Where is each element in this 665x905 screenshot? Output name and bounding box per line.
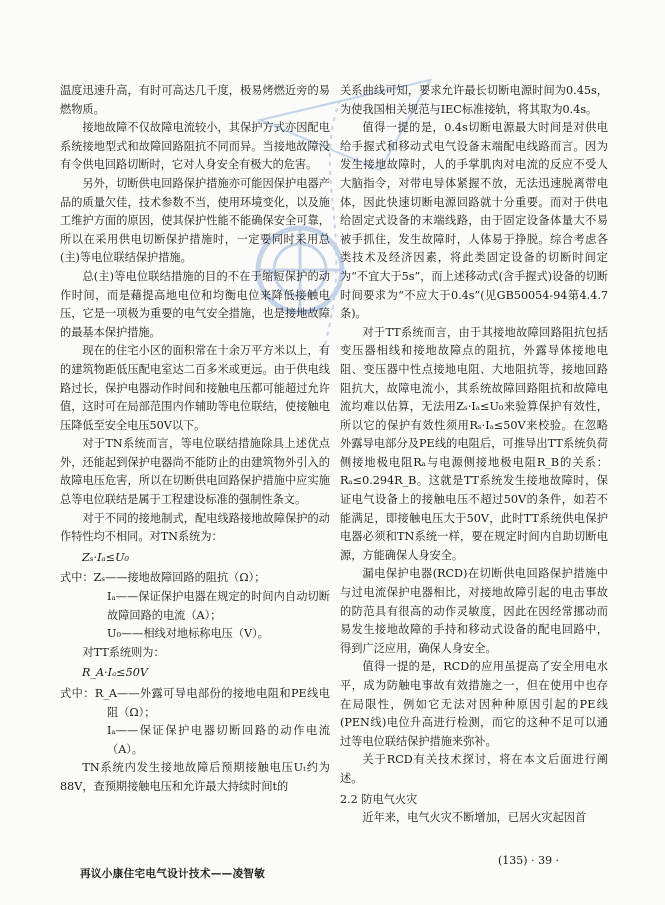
page-number: (135) · 39 ·: [498, 854, 560, 867]
paragraph: 关系曲线可知，要求允许最长切断电源时间为0.45s，为使我国相关规范与IEC标准接轨，将其取为0.4s。: [340, 84, 608, 116]
paragraph: 对于TT系统而言，由于其接地故障回路阻抗包括变压器相线和接地故障点的阻抗，外露导体接地电阻、变压器中性点接地电阻、大地阻抗等，接地回路阻抗大，故障电流小，其系统故障回路阻抗和故障电流均难以估算，无法用Zₛ·Iₐ≤U₀来验算保护有效性，所以它的保护有效性须用Rₛ·Iₐ≤50V来校验。在忽略外露导电部分及PE线的电阻后，可推导出TT系统负荷侧接地极电阻Rₐ与电源侧接地极电阻R_B的关系：Rₐ≤0.294R_B。这就是TT系统发生接地故障时，保证电气设备上的接触电压不超过50V的条件，如若不能满足，即接触电压大于50V，此时TT系统供电保护电器必须和TN系统一样，要在规定时间内自助切断电源，方能确保人身安全。: [340, 325, 608, 562]
definition-text: U₀——相线对地标称电压（V）。: [107, 627, 269, 641]
left-column: [60, 82, 330, 797]
paragraph: 另外，切断供电回路保护措施亦可能因保护电器产品的质量欠佳，技术参数不当，使用环境变化，以及施工维护方面的原因，使其保护性能不能确保安全可靠，所以在采用供电切断保护措施时，一定要同时采用总(主)等电位联结保护措施。: [60, 176, 330, 265]
paragraph: 值得一提的是，0.4s切断电源最大时间是对供电给手握式和移动式电气设备末端配电线路而言。因为发生接地故障时，人的手掌肌肉对电流的反应不受人大脑指令，对带电导体紧握不放，无法迅速脱离带电体，因此快速切断电源回路就十分重要。而对于供电给固定式设备的末端线路，由于固定设备体量大不易被手抓住，发生故障时，人体易于挣脱。综合考虑各类技术及经济因素，将此类固定设备的切断时间定为“不宜大于5s”，而上述移动式(含手握式)设备的切断时间要求为“不应大于0.4s”(见GB50054-94第4.4.7条)。: [340, 121, 608, 321]
paragraph: 值得一提的是，RCD的应用虽提高了安全用电水平，成为防触电事故有效措施之一，但在使用中也存在局限性，例如它无法对因种种原因引起的PE线(PEN线)电位升高进行检测，而它的这种不足可以通过等电位联结保护措施来弥补。: [340, 660, 608, 748]
paragraph: 现在的住宅小区的面积常在十余万平方米以上，有的建筑物距低压配电室达二百多米或更远。由于供电线路过长，保护电器动作时间和接触电压都可能超过允许值，这时可在局部范围内作辅助等电位联结，使接触电压降低至安全电压50V以下。: [60, 344, 330, 432]
paragraph: 近年来，电气火灾不断增加，已居火灾起因首: [362, 811, 587, 825]
paragraph: 对于不同的接地制式，配电线路接地故障保护的动作特性均不相同。对TN系统为：: [60, 511, 330, 544]
paragraph: TN系统内发生接地故障后预期接触电压Uₜ约为88V，查预期接触电压和允许最大持续时间t的: [60, 761, 330, 793]
paragraph: 对于TN系统而言，等电位联结措施除具上述优点外，还能起到保护电器尚不能防止的由建筑物外引入的故障电压危害，所以在切断供电回路保护措施中应实施总等电位联结是属于工程建设标准的强制性条文。: [60, 437, 330, 507]
definition-label: 式中：: [60, 571, 94, 585]
definition-row: [60, 685, 330, 722]
definition-row: [60, 569, 330, 588]
paragraph: 温度迅速升高，有时可高达几千度，极易烤燃近旁的易燃物质。: [60, 84, 330, 116]
paragraph: 漏电保护电器(RCD)在切断供电回路保护措施中与过电流保护电器相比，对接地故障引起的电击事故的防范具有很高的动作灵敏度，因此在因经常挪动而易发生接地故障的手持和移动式设备的配电回路中，得到广泛应用，确保人身安全。: [340, 567, 608, 655]
paragraph: 接地故障不仅故障电流较小，其保护方式亦因配电系统接地型式和故障回路阻抗不同而异。当接地故障没有令供电回路切断时，它对人身安全有极大的危害。: [60, 121, 330, 172]
definition-text: Iₐ——保证保护电器在规定的时间内自动切断故障回路的电流（A）；: [107, 590, 330, 622]
definition-text: Zₛ——接地故障回路的阻抗（Ω）；: [93, 571, 266, 585]
right-column: [340, 82, 608, 828]
paragraph: 总(主)等电位联结措施的目的不在于缩短保护的动作时间，而是藉提高地电位和均衡电位来降低接触电压，它是一项极为重要的电气安全措施，也是接地故障的最基本保护措施。: [60, 269, 330, 339]
definition-label: 式中：: [60, 687, 95, 700]
running-footer: 再议小康住宅电气设计技术——凌智敏: [80, 868, 266, 880]
definition-text: R_A——外露可导电部份的接地电阻和PE线电阻（Ω）；: [94, 687, 330, 719]
definition-text: Iₐ——保证保护电器切断回路的动作电流（A）。: [107, 724, 330, 756]
paragraph: 对TT系统则为：: [82, 645, 165, 659]
paragraph: 关于RCD有关技术探讨，将在本文后面进行阐述。: [340, 753, 608, 785]
formula-tn: Zₛ·Iₐ≤U₀: [82, 550, 130, 564]
formula-tt: R_A·Iₐ≤50V: [82, 666, 148, 680]
section-heading: 2.2 防电气火灾: [340, 792, 418, 806]
